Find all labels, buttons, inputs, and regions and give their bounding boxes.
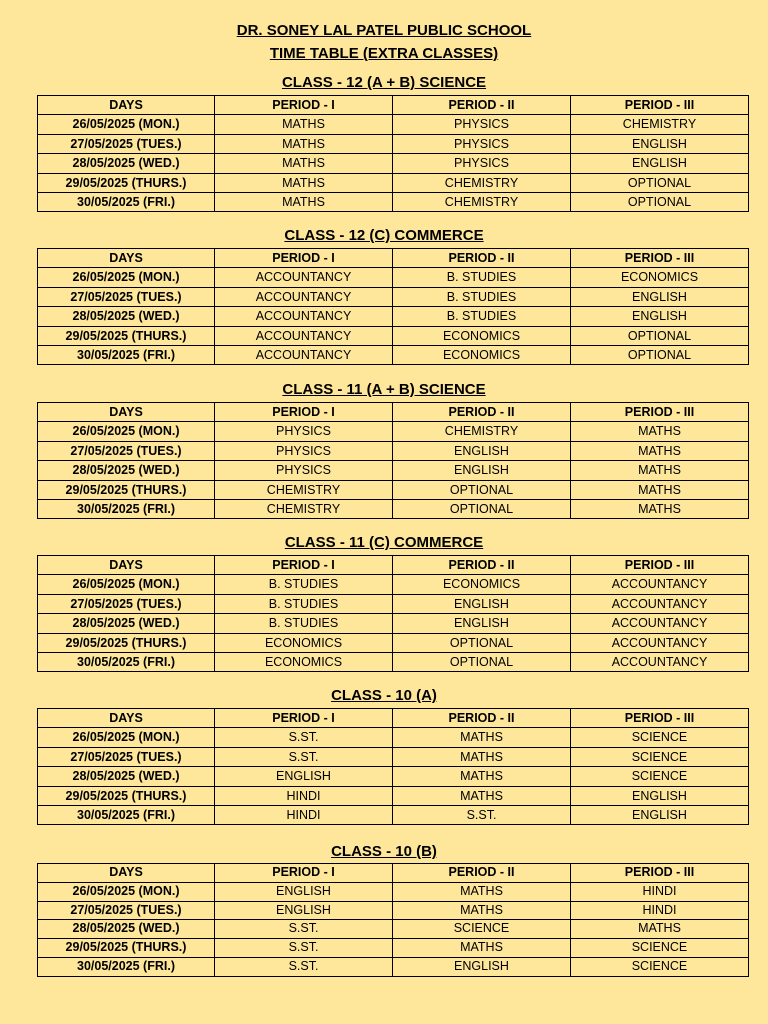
subject-cell: ECONOMICS — [215, 653, 393, 672]
subject-cell: B. STUDIES — [215, 575, 393, 594]
subject-cell: SCIENCE — [571, 747, 749, 766]
subject-cell: MATHS — [215, 154, 393, 173]
column-header: DAYS — [38, 249, 215, 268]
table-row — [38, 480, 749, 499]
timetable-table — [37, 863, 749, 977]
subject-cell: SCIENCE — [393, 920, 571, 939]
subject-cell: ECONOMICS — [571, 268, 749, 287]
subject-cell: ENGLISH — [393, 461, 571, 480]
section-title: CLASS - 10 (B) — [331, 843, 437, 860]
table-row — [38, 193, 749, 212]
table-row — [38, 461, 749, 480]
table-row — [38, 614, 749, 633]
subject-cell: MATHS — [393, 786, 571, 805]
subject-cell: ACCOUNTANCY — [571, 653, 749, 672]
subject-cell: ENGLISH — [215, 901, 393, 920]
day-cell: 28/05/2025 (WED.) — [38, 614, 215, 633]
table-header-row — [38, 864, 749, 883]
column-header: PERIOD - I — [215, 403, 393, 422]
subject-cell: B. STUDIES — [393, 268, 571, 287]
day-cell: 30/05/2025 (FRI.) — [38, 957, 215, 976]
subject-cell: S.ST. — [215, 747, 393, 766]
column-header: PERIOD - II — [393, 709, 571, 728]
subject-cell: PHYSICS — [215, 422, 393, 441]
subject-cell: B. STUDIES — [393, 307, 571, 326]
subject-cell: OPTIONAL — [571, 326, 749, 345]
subject-cell: PHYSICS — [215, 461, 393, 480]
timetable-table — [37, 402, 749, 519]
subject-cell: ECONOMICS — [393, 346, 571, 365]
subject-cell: MATHS — [215, 173, 393, 192]
subject-cell: OPTIONAL — [393, 480, 571, 499]
day-cell: 26/05/2025 (MON.) — [38, 575, 215, 594]
day-cell: 26/05/2025 (MON.) — [38, 115, 215, 134]
table-row — [38, 747, 749, 766]
subject-cell: S.ST. — [215, 939, 393, 958]
subject-cell: OPTIONAL — [393, 500, 571, 519]
column-header: DAYS — [38, 96, 215, 115]
subject-cell: MATHS — [393, 747, 571, 766]
subject-cell: PHYSICS — [393, 115, 571, 134]
table-row — [38, 939, 749, 958]
table-row — [38, 134, 749, 153]
subject-cell: ACCOUNTANCY — [215, 346, 393, 365]
day-cell: 30/05/2025 (FRI.) — [38, 500, 215, 519]
column-header: PERIOD - I — [215, 864, 393, 883]
subject-cell: MATHS — [393, 901, 571, 920]
column-header: PERIOD - I — [215, 249, 393, 268]
day-cell: 29/05/2025 (THURS.) — [38, 633, 215, 652]
section-title: CLASS - 12 (C) COMMERCE — [284, 227, 484, 244]
column-header: PERIOD - III — [571, 709, 749, 728]
table-row — [38, 653, 749, 672]
day-cell: 27/05/2025 (TUES.) — [38, 747, 215, 766]
table-row — [38, 633, 749, 652]
day-cell: 27/05/2025 (TUES.) — [38, 901, 215, 920]
school-name: DR. SONEY LAL PATEL PUBLIC SCHOOL — [236, 22, 532, 39]
section-title: CLASS - 11 (C) COMMERCE — [284, 534, 484, 551]
subject-cell: S.ST. — [215, 728, 393, 747]
subject-cell: SCIENCE — [571, 957, 749, 976]
table-row — [38, 728, 749, 747]
subject-cell: MATHS — [393, 882, 571, 901]
subject-cell: HINDI — [215, 806, 393, 825]
subject-cell: HINDI — [215, 786, 393, 805]
subject-cell: MATHS — [571, 920, 749, 939]
subject-cell: SCIENCE — [571, 728, 749, 747]
subject-cell: ENGLISH — [571, 287, 749, 306]
column-header: DAYS — [38, 403, 215, 422]
day-cell: 29/05/2025 (THURS.) — [38, 326, 215, 345]
day-cell: 28/05/2025 (WED.) — [38, 154, 215, 173]
timetable-table — [37, 95, 749, 212]
subject-cell: OPTIONAL — [571, 193, 749, 212]
section-title: CLASS - 12 (A + B) SCIENCE — [281, 74, 487, 91]
day-cell: 28/05/2025 (WED.) — [38, 461, 215, 480]
column-header: PERIOD - II — [393, 96, 571, 115]
subject-cell: B. STUDIES — [215, 594, 393, 613]
column-header: DAYS — [38, 864, 215, 883]
subject-cell: PHYSICS — [393, 154, 571, 173]
subject-cell: ECONOMICS — [393, 575, 571, 594]
day-cell: 29/05/2025 (THURS.) — [38, 173, 215, 192]
column-header: PERIOD - II — [393, 403, 571, 422]
day-cell: 26/05/2025 (MON.) — [38, 882, 215, 901]
column-header: PERIOD - III — [571, 556, 749, 575]
subject-cell: ENGLISH — [215, 767, 393, 786]
day-cell: 28/05/2025 (WED.) — [38, 767, 215, 786]
subject-cell: ACCOUNTANCY — [571, 633, 749, 652]
day-cell: 26/05/2025 (MON.) — [38, 422, 215, 441]
table-header-row — [38, 96, 749, 115]
column-header: PERIOD - III — [571, 864, 749, 883]
table-row — [38, 920, 749, 939]
subject-cell: CHEMISTRY — [393, 173, 571, 192]
subject-cell: OPTIONAL — [571, 173, 749, 192]
subject-cell: ECONOMICS — [393, 326, 571, 345]
subject-cell: MATHS — [571, 422, 749, 441]
subject-cell: ENGLISH — [571, 134, 749, 153]
column-header: PERIOD - I — [215, 96, 393, 115]
subject-cell: MATHS — [393, 767, 571, 786]
subject-cell: ENGLISH — [393, 594, 571, 613]
day-cell: 29/05/2025 (THURS.) — [38, 786, 215, 805]
day-cell: 27/05/2025 (TUES.) — [38, 441, 215, 460]
section-title: CLASS - 10 (A) — [331, 687, 437, 704]
subject-cell: S.ST. — [215, 957, 393, 976]
column-header: PERIOD - III — [571, 403, 749, 422]
subject-cell: MATHS — [571, 461, 749, 480]
day-cell: 29/05/2025 (THURS.) — [38, 939, 215, 958]
subject-cell: ACCOUNTANCY — [215, 268, 393, 287]
subject-cell: S.ST. — [215, 920, 393, 939]
subject-cell: ECONOMICS — [215, 633, 393, 652]
table-row — [38, 786, 749, 805]
day-cell: 27/05/2025 (TUES.) — [38, 594, 215, 613]
subject-cell: ACCOUNTANCY — [571, 614, 749, 633]
subject-cell: CHEMISTRY — [215, 500, 393, 519]
subject-cell: PHYSICS — [215, 441, 393, 460]
subject-cell: HINDI — [571, 901, 749, 920]
subject-cell: ENGLISH — [571, 307, 749, 326]
subject-cell: MATHS — [571, 480, 749, 499]
subject-cell: CHEMISTRY — [393, 422, 571, 441]
table-row — [38, 346, 749, 365]
column-header: PERIOD - I — [215, 556, 393, 575]
subject-cell: ACCOUNTANCY — [215, 287, 393, 306]
subject-cell: MATHS — [393, 728, 571, 747]
timetable-subtitle: TIME TABLE (EXTRA CLASSES) — [269, 45, 499, 62]
table-row — [38, 326, 749, 345]
subject-cell: B. STUDIES — [215, 614, 393, 633]
subject-cell: ENGLISH — [571, 786, 749, 805]
table-row — [38, 441, 749, 460]
column-header: DAYS — [38, 709, 215, 728]
day-cell: 30/05/2025 (FRI.) — [38, 806, 215, 825]
table-row — [38, 901, 749, 920]
subject-cell: B. STUDIES — [393, 287, 571, 306]
timetable-table — [37, 248, 749, 365]
table-row — [38, 173, 749, 192]
table-row — [38, 268, 749, 287]
table-header-row — [38, 709, 749, 728]
subject-cell: CHEMISTRY — [571, 115, 749, 134]
subject-cell: MATHS — [571, 441, 749, 460]
day-cell: 26/05/2025 (MON.) — [38, 728, 215, 747]
subject-cell: MATHS — [215, 115, 393, 134]
subject-cell: OPTIONAL — [393, 653, 571, 672]
day-cell: 29/05/2025 (THURS.) — [38, 480, 215, 499]
table-row — [38, 806, 749, 825]
subject-cell: ENGLISH — [393, 957, 571, 976]
section-title: CLASS - 11 (A + B) SCIENCE — [282, 381, 486, 398]
subject-cell: ENGLISH — [571, 154, 749, 173]
day-cell: 28/05/2025 (WED.) — [38, 920, 215, 939]
day-cell: 30/05/2025 (FRI.) — [38, 193, 215, 212]
table-row — [38, 500, 749, 519]
day-cell: 30/05/2025 (FRI.) — [38, 653, 215, 672]
table-row — [38, 422, 749, 441]
table-header-row — [38, 403, 749, 422]
day-cell: 30/05/2025 (FRI.) — [38, 346, 215, 365]
subject-cell: ENGLISH — [215, 882, 393, 901]
timetable-table — [37, 555, 749, 672]
day-cell: 27/05/2025 (TUES.) — [38, 287, 215, 306]
subject-cell: MATHS — [215, 134, 393, 153]
table-header-row — [38, 556, 749, 575]
subject-cell: ACCOUNTANCY — [215, 326, 393, 345]
table-row — [38, 115, 749, 134]
table-row — [38, 575, 749, 594]
subject-cell: MATHS — [215, 193, 393, 212]
column-header: PERIOD - II — [393, 249, 571, 268]
subject-cell: S.ST. — [393, 806, 571, 825]
subject-cell: SCIENCE — [571, 767, 749, 786]
table-row — [38, 154, 749, 173]
subject-cell: ACCOUNTANCY — [571, 594, 749, 613]
subject-cell: MATHS — [393, 939, 571, 958]
day-cell: 28/05/2025 (WED.) — [38, 307, 215, 326]
subject-cell: PHYSICS — [393, 134, 571, 153]
table-row — [38, 594, 749, 613]
table-row — [38, 882, 749, 901]
subject-cell: ACCOUNTANCY — [571, 575, 749, 594]
table-row — [38, 287, 749, 306]
subject-cell: SCIENCE — [571, 939, 749, 958]
column-header: PERIOD - II — [393, 556, 571, 575]
subject-cell: CHEMISTRY — [215, 480, 393, 499]
subject-cell: OPTIONAL — [393, 633, 571, 652]
table-row — [38, 957, 749, 976]
column-header: PERIOD - III — [571, 96, 749, 115]
table-row — [38, 307, 749, 326]
subject-cell: HINDI — [571, 882, 749, 901]
column-header: PERIOD - II — [393, 864, 571, 883]
timetable-table — [37, 708, 749, 825]
column-header: DAYS — [38, 556, 215, 575]
subject-cell: ACCOUNTANCY — [215, 307, 393, 326]
subject-cell: OPTIONAL — [571, 346, 749, 365]
subject-cell: MATHS — [571, 500, 749, 519]
day-cell: 26/05/2025 (MON.) — [38, 268, 215, 287]
subject-cell: ENGLISH — [571, 806, 749, 825]
subject-cell: ENGLISH — [393, 614, 571, 633]
subject-cell: ENGLISH — [393, 441, 571, 460]
table-row — [38, 767, 749, 786]
column-header: PERIOD - I — [215, 709, 393, 728]
table-header-row — [38, 249, 749, 268]
day-cell: 27/05/2025 (TUES.) — [38, 134, 215, 153]
subject-cell: CHEMISTRY — [393, 193, 571, 212]
column-header: PERIOD - III — [571, 249, 749, 268]
